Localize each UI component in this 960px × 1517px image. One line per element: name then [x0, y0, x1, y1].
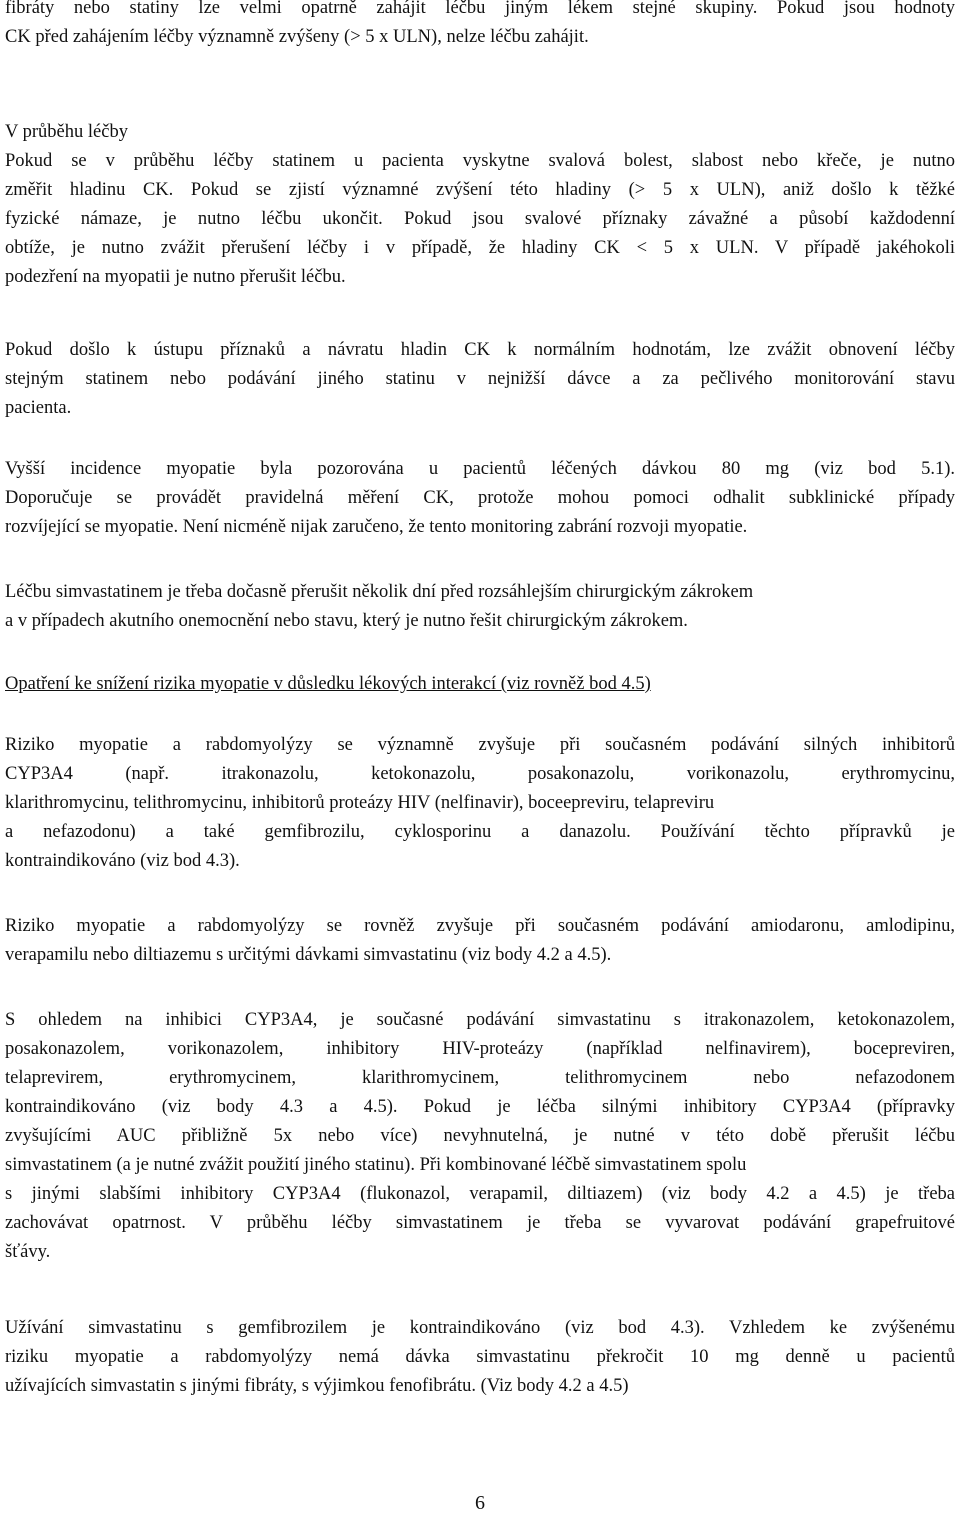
text-line: fibráty nebo statiny lze velmi opatrně zahájit léčbu jiným lékem stejné skupiny. Pokud jsou hodnoty: [5, 0, 955, 18]
page-number: 6: [475, 1492, 485, 1514]
paragraph: [5, 912, 955, 970]
text-line: simvastatinem (a je nutné zvážit použití jiného statinu). Při kombinované léčbě simvastatinem spolu: [5, 1155, 747, 1175]
text-line: užívajících simvastatin s jinými fibráty, s výjimkou fenofibrátu. (Viz body 4.2 a 4.5): [5, 1376, 629, 1396]
text-line: rozvíjející se myopatie. Není nicméně nijak zaručeno, že tento monitoring zabrání rozvoji myopatie.: [5, 517, 748, 537]
paragraph: [5, 455, 955, 542]
text-line: Opatření ke snížení rizika myopatie v důsledku lékových interakcí (viz rovněž bod 4.5): [5, 674, 651, 694]
text-line: riziku myopatie a rabdomyolýzy nemá dávka simvastatinu překročit 10 mg denně u pacientů: [5, 1347, 955, 1367]
text-line: zvyšujícími AUC přibližně 5x nebo více) nevyhnutelná, je nutné v této době přerušit léčbu: [5, 1126, 955, 1146]
text-line: Riziko myopatie a rabdomyolýzy se významně zvyšuje při současném podávání silných inhibitorů: [5, 735, 955, 755]
text-line: Užívání simvastatinu s gemfibrozilem je kontraindikováno (viz bod 4.3). Vzhledem ke zvýšenému: [5, 1318, 955, 1338]
text-line: šťávy.: [5, 1242, 51, 1262]
text-line: verapamilu nebo diltiazemu s určitými dávkami simvastatinu (viz body 4.2 a 4.5).: [5, 945, 612, 965]
text-line: podezření na myopatii je nutno přerušit léčbu.: [5, 267, 346, 287]
paragraph: [5, 336, 955, 423]
text-line: změřit hladinu CK. Pokud se zjistí významné zvýšení této hladiny (> 5 x ULN), aniž došlo k těžké: [5, 180, 955, 200]
text-line: telaprevirem, erythromycinem, klarithromycinem, telithromycinem nebo nefazodonem: [5, 1068, 955, 1088]
text-line: kontraindikováno (viz bod 4.3).: [5, 851, 240, 871]
paragraph: [5, 578, 955, 636]
text-line: Vyšší incidence myopatie byla pozorována u pacientů léčených dávkou 80 mg (viz bod 5.1).: [5, 459, 955, 479]
text-line: Pokud došlo k ústupu příznaků a návratu hladin CK k normálním hodnotám, lze zvážit obnovení léčby: [5, 340, 955, 360]
text-line: Doporučuje se provádět pravidelná měření CK, protože mohou pomoci odhalit subklinické případy: [5, 488, 955, 508]
text-line: Léčbu simvastatinem je třeba dočasně přerušit několik dní před rozsáhlejším chirurgickým zákrokem: [5, 582, 754, 602]
paragraph: [5, 1314, 955, 1401]
text-line: klarithromycinu, telithromycinu, inhibitorů proteázy HIV (nelfinavir), boceepreviru, telapreviru: [5, 793, 715, 813]
text-line: s jinými slabšími inhibitory CYP3A4 (flukonazol, verapamil, diltiazem) (viz body 4.2 a 4.5) je třeba: [5, 1184, 955, 1204]
text-line: pacienta.: [5, 398, 72, 418]
text-line: Pokud se v průběhu léčby statinem u pacienta vyskytne svalová bolest, slabost nebo křeče, je nutno: [5, 151, 955, 171]
paragraph: [5, 731, 955, 876]
text-line: fyzické námaze, je nutno léčbu ukončit. Pokud jsou svalové příznaky závažné a působí každodenní: [5, 209, 955, 229]
text-line: CK před zahájením léčby významně zvýšeny (> 5 x ULN), nelze léčbu zahájit.: [5, 27, 589, 47]
text-line: stejným statinem nebo podávání jiného statinu v nejnižší dávce a za pečlivého monitorování stavu: [5, 369, 955, 389]
section-heading: [5, 670, 955, 699]
text-line: obtíže, je nutno zvážit přerušení léčby i v případě, že hladiny CK < 5 x ULN. V případě jakéhokoli: [5, 238, 955, 258]
text-line: Riziko myopatie a rabdomyolýzy se rovněž zvyšuje při současném podávání amiodaronu, amlodipinu,: [5, 916, 955, 936]
text-line: CYP3A4 (např. itrakonazolu, ketokonazolu, posakonazolu, vorikonazolu, erythromycinu,: [5, 764, 955, 784]
paragraph: [5, 118, 955, 292]
text-line: a nefazodonu) a také gemfibrozilu, cyklosporinu a danazolu. Používání těchto přípravků je: [5, 822, 955, 842]
paragraph: [5, 1006, 955, 1267]
text-line: zachovávat opatrnost. V průběhu léčby simvastatinem je třeba se vyvarovat podávání grapefruitové: [5, 1213, 955, 1233]
text-line: a v případech akutního onemocnění nebo stavu, který je nutno řešit chirurgickým zákrokem.: [5, 611, 688, 631]
text-line: S ohledem na inhibici CYP3A4, je současné podávání simvastatinu s itrakonazolem, ketokonazolem,: [5, 1010, 955, 1030]
text-line: posakonazolem, vorikonazolem, inhibitory HIV-proteázy (například nelfinavirem), bocepreviren,: [5, 1039, 955, 1059]
text-line: V průběhu léčby: [5, 122, 128, 142]
paragraph: [5, 0, 955, 52]
text-line: kontraindikováno (viz body 4.3 a 4.5). Pokud je léčba silnými inhibitory CYP3A4 (přípravky: [5, 1097, 955, 1117]
